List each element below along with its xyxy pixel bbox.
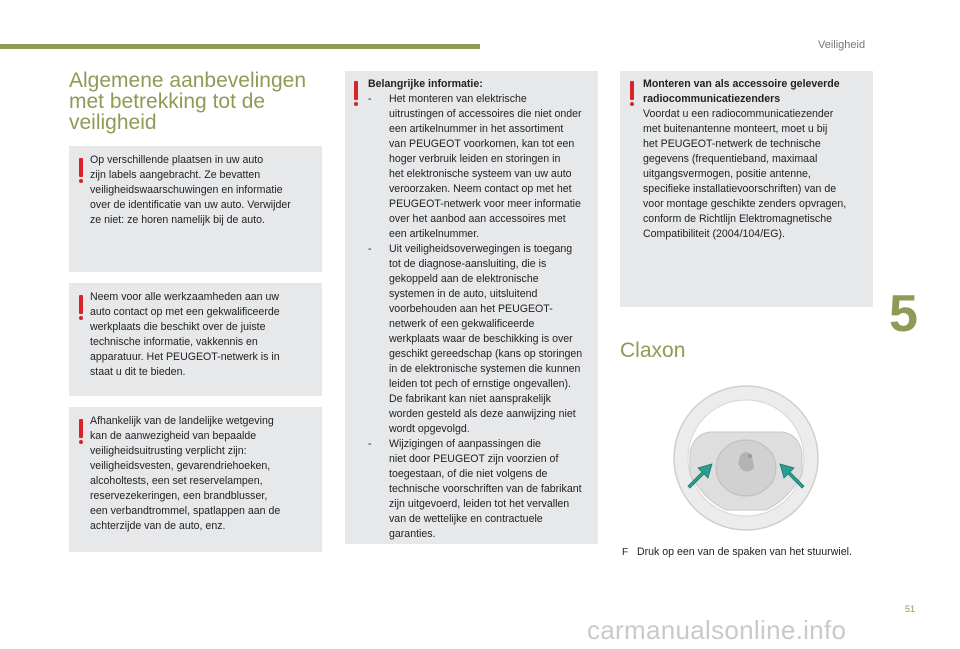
warning-box-important-info (345, 71, 598, 544)
warning-box-labels (69, 146, 322, 272)
warning-icon (354, 81, 358, 100)
chapter-number: 5 (889, 285, 918, 343)
warning-icon (79, 295, 83, 314)
page-title-line: Algemene aanbevelingen (69, 69, 307, 92)
claxon-instruction: F Druk op een van de spaken van het stuurwiel. (622, 546, 852, 558)
header-accent-bar (0, 44, 480, 49)
page-title-line: met betrekking tot de (69, 90, 266, 113)
section-title-claxon: Claxon (620, 339, 686, 362)
warning-box-radio-transmitters (620, 71, 873, 307)
warning-icon (79, 419, 83, 438)
warning-text: Afhankelijk van de landelijke wetgeving kan de aanwezigheid van bepaalde veiligheidsuitrusting verplicht zijn: veiligheidsvesten, gevarendriehoeken, alcoholtests, een set reservelampen, reservezekeringen, een brandblusser, een verbandtrommel, spatlappen aan de achterzijde van de auto, enz. (90, 415, 281, 532)
page-number: 51 (905, 604, 916, 614)
warning-icon (630, 81, 634, 100)
page-title (69, 70, 319, 133)
warning-text: Belangrijke informatie: - Het monteren van elektrische uitrustingen of accessoires die niet onder een artikelnummer in het assortiment van PEUGEOT voorkomen, kan tot een hoger verbruik leiden en storingen in het elektronische systeem van uw auto veroorzaken. Neem contact op met het PEUGEOT-netwerk voor meer informatie over het aanbod aan accessoires met een artikelnummer. - Uit veiligheidsoverwegingen is toegang tot de diagnose-aansluiting, die is gekoppeld aan de elektronische systemen in de auto, uitsluitend voorbehouden aan het PEUGEOT- netwerk of een gekwalificeerde werkplaats waar de beschikking is over geschikt gereedschap (kans op storingen in de elektronische systemen die kunnen leiden tot pech of ernstige ongevallen). De fabrikant kan niet aansprakelijk worden gesteld als deze aanwijzing niet wordt opgevolgd. - Wijzigingen of aanpassingen die niet door PEUGEOT zijn voorzien of toegestaan, of die niet volgens de technische voorschriften van de fabrikant zijn uitgevoerd, leiden tot het vervallen van de wettelijke en contractuele garanties. (368, 78, 583, 540)
warning-icon (79, 158, 83, 177)
page-title-line: veiligheid (69, 111, 157, 134)
instruction-marker-icon: F (622, 547, 629, 558)
section-label: Veiligheid (818, 39, 866, 51)
warning-text: Neem voor alle werkzaamheden aan uw auto contact op met een gekwalificeerde werkplaats die beschikt over de juiste technische informatie, vakkennis en apparatuur. Het PEUGEOT-netwerk is in staat u dit te bieden. (90, 291, 280, 378)
warning-box-equipment (69, 407, 322, 552)
warning-box-workshop (69, 283, 322, 396)
warning-text: Monteren van als accessoire geleverde radiocommunicatiezenders Voordat u een radiocommunicatiezender met buitenantenne monteert, moet u bij het PEUGEOT-netwerk de technische gegevens (frequentieband, maximaal uitgangsvermogen, positie antenne, specifieke installatievoorschriften) van de voor montage geschikte zenders opvragen, conform de Richtlijn Elektromagnetische Compatibiliteit (2004/104/EG). (643, 78, 847, 240)
steering-wheel-illustration (670, 382, 822, 534)
warning-text: Op verschillende plaatsen in uw auto zijn labels aangebracht. Ze bevatten veiligheidswaarschuwingen en informatie over de identificatie van uw auto. Verwijder ze niet: ze horen namelijk bij de auto. (90, 154, 291, 226)
watermark: carmanualsonline.info (587, 615, 847, 645)
